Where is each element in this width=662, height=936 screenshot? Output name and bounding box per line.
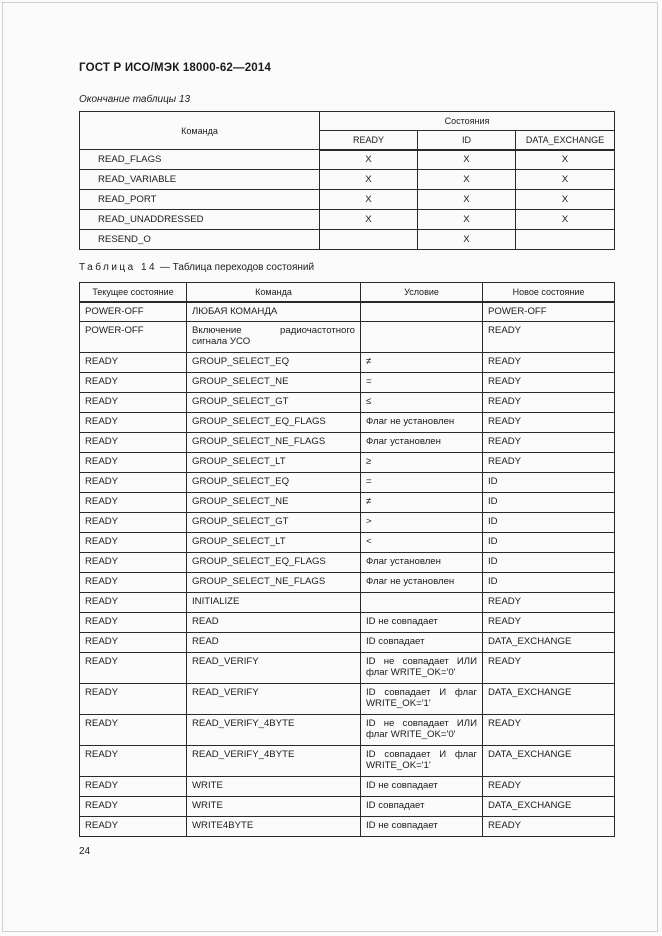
state-mark-cell: X [516, 210, 615, 230]
state-mark-cell: X [516, 170, 615, 190]
table14-caption [79, 262, 314, 273]
command-cell: READ [187, 613, 361, 633]
current-state-cell: READY [80, 613, 187, 633]
page-number: 24 [79, 846, 91, 857]
table-row [80, 230, 615, 250]
command-cell: WRITE [187, 797, 361, 817]
state-mark-cell: X [320, 210, 418, 230]
command-cell: GROUP_SELECT_LT [187, 533, 361, 553]
table-row [80, 777, 615, 797]
table-row [80, 413, 615, 433]
current-state-cell: READY [80, 533, 187, 553]
command-cell: RESEND_O [80, 230, 320, 250]
state-mark-cell: X [418, 230, 516, 250]
current-state-cell: READY [80, 593, 187, 613]
condition-cell: ID не совпадает [361, 613, 483, 633]
current-state-header: Текущее состояние [80, 283, 187, 302]
condition-cell: ID не совпадает [361, 777, 483, 797]
table-row [80, 573, 615, 593]
current-state-cell: READY [80, 353, 187, 373]
table-row [80, 715, 615, 746]
current-state-cell: READY [80, 513, 187, 533]
table-row [80, 533, 615, 553]
state-mark-cell: X [418, 170, 516, 190]
current-state-cell: READY [80, 433, 187, 453]
condition-cell: Флаг установлен [361, 553, 483, 573]
table-row [80, 653, 615, 684]
command-cell: GROUP_SELECT_EQ [187, 353, 361, 373]
new-state-cell: READY [483, 817, 615, 837]
table-row [80, 433, 615, 453]
current-state-cell: POWER-OFF [80, 322, 187, 353]
condition-cell: = [361, 373, 483, 393]
table-row [80, 473, 615, 493]
command-cell: READ_UNADDRESSED [80, 210, 320, 230]
new-state-cell: READY [483, 413, 615, 433]
state-mark-cell: X [418, 150, 516, 170]
new-state-cell: DATA_EXCHANGE [483, 746, 615, 777]
condition-cell: ID совпадает И флаг WRITE_OK='1' [361, 746, 483, 777]
command-cell: Включение радиочастотного сигнала УСО [187, 322, 361, 353]
command-cell: GROUP_SELECT_GT [187, 513, 361, 533]
table13-states-header: Состояния [320, 112, 615, 131]
current-state-cell: READY [80, 746, 187, 777]
condition-cell: ≤ [361, 393, 483, 413]
command-cell: INITIALIZE [187, 593, 361, 613]
state-mark-cell: X [320, 150, 418, 170]
table-row [80, 797, 615, 817]
current-state-cell: READY [80, 653, 187, 684]
current-state-cell: POWER-OFF [80, 302, 187, 322]
condition-cell: Флаг не установлен [361, 413, 483, 433]
table-14 [79, 282, 615, 837]
current-state-cell: READY [80, 817, 187, 837]
state-mark-cell: X [320, 170, 418, 190]
condition-cell [361, 593, 483, 613]
table13-state-column: DATA_EXCHANGE [516, 131, 615, 150]
new-state-header: Новое состояние [483, 283, 615, 302]
condition-header: Условие [361, 283, 483, 302]
new-state-cell: READY [483, 653, 615, 684]
new-state-cell: ID [483, 573, 615, 593]
table-row [80, 373, 615, 393]
new-state-cell: ID [483, 513, 615, 533]
command-cell: READ_VARIABLE [80, 170, 320, 190]
state-mark-cell [320, 230, 418, 250]
table-row [80, 684, 615, 715]
table14-caption-prefix: Таблица 14 [79, 262, 158, 273]
state-mark-cell: X [516, 150, 615, 170]
new-state-cell: ID [483, 553, 615, 573]
state-mark-cell: X [320, 190, 418, 210]
state-mark-cell: X [516, 190, 615, 210]
table-13 [79, 111, 615, 250]
table-row [80, 210, 615, 230]
condition-cell: ID не совпадает [361, 817, 483, 837]
command-cell: READ [187, 633, 361, 653]
new-state-cell: DATA_EXCHANGE [483, 797, 615, 817]
current-state-cell: READY [80, 453, 187, 473]
condition-cell: ID совпадает [361, 633, 483, 653]
condition-cell: ID не совпадает ИЛИ флаг WRITE_OK='0' [361, 653, 483, 684]
new-state-cell: READY [483, 373, 615, 393]
command-cell: GROUP_SELECT_EQ [187, 473, 361, 493]
current-state-cell: READY [80, 413, 187, 433]
table14-caption-text: — Таблица переходов состояний [157, 262, 315, 273]
condition-cell: Флаг установлен [361, 433, 483, 453]
table-row [80, 322, 615, 353]
current-state-cell: READY [80, 393, 187, 413]
condition-cell: ID не совпадает ИЛИ флаг WRITE_OK='0' [361, 715, 483, 746]
current-state-cell: READY [80, 373, 187, 393]
new-state-cell: ID [483, 533, 615, 553]
condition-cell: = [361, 473, 483, 493]
new-state-cell: READY [483, 353, 615, 373]
table-row [80, 353, 615, 373]
state-mark-cell [516, 230, 615, 250]
current-state-cell: READY [80, 777, 187, 797]
new-state-cell: ID [483, 473, 615, 493]
table-row [80, 150, 615, 170]
table-row [80, 302, 615, 322]
new-state-cell: READY [483, 322, 615, 353]
new-state-cell: DATA_EXCHANGE [483, 684, 615, 715]
command-cell: ЛЮБАЯ КОМАНДА [187, 302, 361, 322]
command-cell: READ_PORT [80, 190, 320, 210]
command-cell: READ_VERIFY [187, 653, 361, 684]
table-row [80, 393, 615, 413]
table-row [80, 746, 615, 777]
command-cell: GROUP_SELECT_NE_FLAGS [187, 433, 361, 453]
table-row [80, 613, 615, 633]
command-cell: WRITE4BYTE [187, 817, 361, 837]
new-state-cell: READY [483, 393, 615, 413]
command-cell: READ_FLAGS [80, 150, 320, 170]
condition-cell: ID совпадает И флаг WRITE_OK='1' [361, 684, 483, 715]
current-state-cell: READY [80, 553, 187, 573]
new-state-cell: POWER-OFF [483, 302, 615, 322]
new-state-cell: READY [483, 433, 615, 453]
condition-cell: ≠ [361, 353, 483, 373]
table-row [80, 593, 615, 613]
table-row [80, 190, 615, 210]
command-header: Команда [187, 283, 361, 302]
table-row [80, 633, 615, 653]
table-row [80, 817, 615, 837]
current-state-cell: READY [80, 473, 187, 493]
command-cell: READ_VERIFY [187, 684, 361, 715]
table13-state-column: ID [418, 131, 516, 150]
table-row [80, 453, 615, 473]
condition-cell: Флаг не установлен [361, 573, 483, 593]
command-cell: GROUP_SELECT_EQ_FLAGS [187, 553, 361, 573]
condition-cell [361, 322, 483, 353]
table-row [80, 493, 615, 513]
current-state-cell: READY [80, 715, 187, 746]
table-row [80, 170, 615, 190]
command-cell: GROUP_SELECT_NE [187, 373, 361, 393]
new-state-cell: ID [483, 493, 615, 513]
current-state-cell: READY [80, 797, 187, 817]
condition-cell: ID совпадает [361, 797, 483, 817]
command-cell: WRITE [187, 777, 361, 797]
command-cell: GROUP_SELECT_EQ_FLAGS [187, 413, 361, 433]
table13-command-header: Команда [80, 112, 320, 150]
state-mark-cell: X [418, 210, 516, 230]
new-state-cell: READY [483, 613, 615, 633]
command-cell: GROUP_SELECT_GT [187, 393, 361, 413]
current-state-cell: READY [80, 493, 187, 513]
new-state-cell: READY [483, 453, 615, 473]
table13-caption: Окончание таблицы 13 [79, 94, 191, 105]
command-cell: READ_VERIFY_4BYTE [187, 746, 361, 777]
document-header: ГОСТ Р ИСО/МЭК 18000-62—2014 [79, 62, 272, 74]
condition-cell: ≥ [361, 453, 483, 473]
command-cell: GROUP_SELECT_NE [187, 493, 361, 513]
command-cell: GROUP_SELECT_LT [187, 453, 361, 473]
current-state-cell: READY [80, 684, 187, 715]
state-mark-cell: X [418, 190, 516, 210]
new-state-cell: DATA_EXCHANGE [483, 633, 615, 653]
current-state-cell: READY [80, 633, 187, 653]
table13-state-column: READY [320, 131, 418, 150]
new-state-cell: READY [483, 777, 615, 797]
command-cell: GROUP_SELECT_NE_FLAGS [187, 573, 361, 593]
current-state-cell: READY [80, 573, 187, 593]
table-row [80, 513, 615, 533]
new-state-cell: READY [483, 715, 615, 746]
condition-cell: < [361, 533, 483, 553]
command-cell: READ_VERIFY_4BYTE [187, 715, 361, 746]
table-row [80, 553, 615, 573]
condition-cell [361, 302, 483, 322]
condition-cell: ≠ [361, 493, 483, 513]
new-state-cell: READY [483, 593, 615, 613]
condition-cell: > [361, 513, 483, 533]
